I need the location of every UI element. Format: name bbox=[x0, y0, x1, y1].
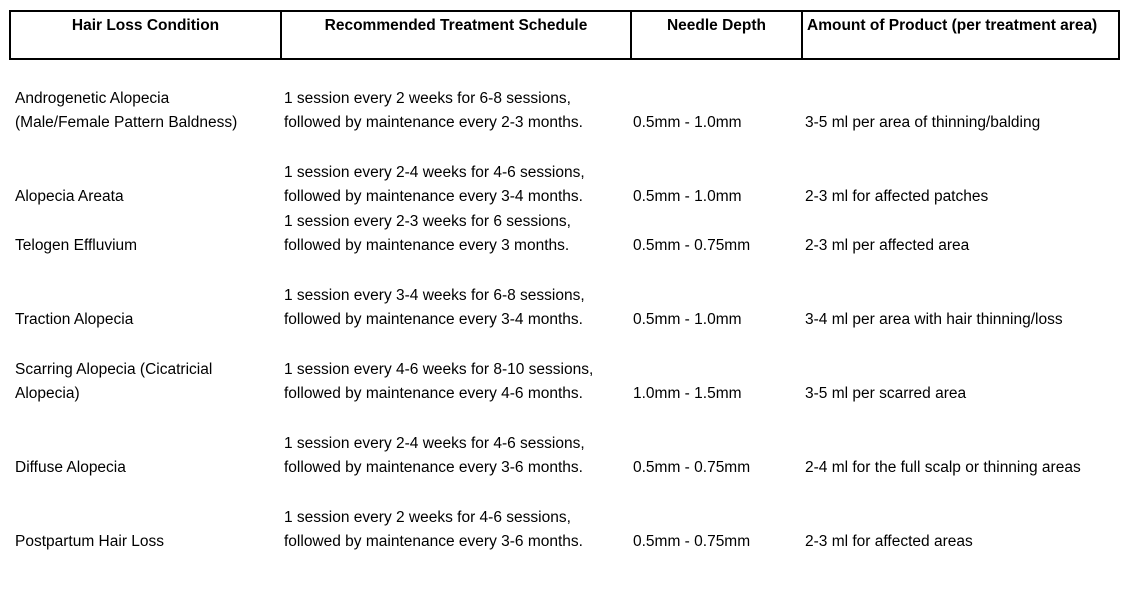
schedule-line-2: followed by maintenance every 3-4 months. bbox=[284, 310, 583, 328]
table-row bbox=[0, 283, 1137, 331]
schedule-line-2: followed by maintenance every 2-3 months. bbox=[284, 113, 583, 131]
condition-line-1: Androgenetic Alopecia bbox=[15, 90, 170, 107]
condition-line-2: Alopecia Areata bbox=[15, 187, 124, 205]
schedule-line-1: 1 session every 3-4 weeks for 6-8 sessions, bbox=[284, 287, 585, 304]
product-amount-cell[interactable]: 2-4 ml for the full scalp or thinning areas bbox=[805, 458, 1081, 476]
table-row bbox=[0, 86, 1137, 134]
header-hair-loss-condition[interactable]: Hair Loss Condition bbox=[71, 17, 220, 34]
schedule-line-2: followed by maintenance every 3-6 months. bbox=[284, 458, 583, 476]
schedule-line-1: 1 session every 2 weeks for 4-6 sessions, bbox=[284, 509, 571, 526]
schedule-cell[interactable] bbox=[284, 160, 626, 208]
header-needle-depth[interactable]: Needle Depth bbox=[630, 12, 801, 58]
schedule-line-1: 1 session every 2-3 weeks for 6 sessions, bbox=[284, 213, 571, 230]
schedule-cell[interactable] bbox=[284, 357, 626, 405]
condition-line-2: Postpartum Hair Loss bbox=[15, 532, 165, 550]
schedule-line-1: 1 session every 4-6 weeks for 8-10 sessions, bbox=[284, 361, 594, 378]
needle-depth-cell[interactable]: 0.5mm - 0.75mm bbox=[633, 236, 751, 254]
needle-depth-cell[interactable]: 0.5mm - 0.75mm bbox=[633, 532, 751, 550]
condition-line-2: Telogen Effluvium bbox=[15, 236, 138, 254]
table-row bbox=[0, 209, 1137, 257]
product-amount-cell[interactable]: 3-5 ml per scarred area bbox=[805, 384, 967, 402]
needle-depth-cell[interactable]: 0.5mm - 1.0mm bbox=[633, 310, 742, 328]
schedule-line-1: 1 session every 2-4 weeks for 4-6 sessions, bbox=[284, 435, 585, 452]
product-amount-cell[interactable]: 3-5 ml per area of thinning/balding bbox=[805, 113, 1041, 131]
schedule-cell[interactable] bbox=[284, 209, 626, 257]
condition-line-1: Scarring Alopecia (Cicatricial bbox=[15, 361, 213, 378]
schedule-line-1: 1 session every 2 weeks for 6-8 sessions, bbox=[284, 90, 571, 107]
condition-line-2: Traction Alopecia bbox=[15, 310, 134, 328]
schedule-cell[interactable] bbox=[284, 86, 626, 134]
needle-depth-cell[interactable]: 0.5mm - 1.0mm bbox=[633, 187, 742, 205]
condition-cell[interactable] bbox=[15, 86, 277, 134]
needle-depth-cell[interactable]: 0.5mm - 0.75mm bbox=[633, 458, 751, 476]
product-amount-cell[interactable]: 2-3 ml for affected areas bbox=[805, 532, 973, 550]
condition-line-2: (Male/Female Pattern Baldness) bbox=[15, 113, 238, 131]
condition-cell[interactable] bbox=[15, 160, 277, 208]
schedule-cell[interactable] bbox=[284, 431, 626, 479]
needle-depth-cell[interactable]: 0.5mm - 1.0mm bbox=[633, 113, 742, 131]
condition-cell[interactable] bbox=[15, 431, 277, 479]
schedule-line-2: followed by maintenance every 4-6 months. bbox=[284, 384, 583, 402]
schedule-cell[interactable] bbox=[284, 505, 626, 553]
schedule-line-2: followed by maintenance every 3-6 months. bbox=[284, 532, 583, 550]
condition-line-2: Diffuse Alopecia bbox=[15, 458, 126, 476]
needle-depth-cell[interactable]: 1.0mm - 1.5mm bbox=[633, 384, 742, 402]
condition-cell[interactable] bbox=[15, 357, 277, 405]
header-amount-of-product[interactable]: Amount of Product (per treatment area) bbox=[801, 12, 1118, 58]
condition-line-2: Alopecia) bbox=[15, 384, 80, 402]
schedule-line-1: 1 session every 2-4 weeks for 4-6 sessions, bbox=[284, 164, 585, 181]
table-row bbox=[0, 357, 1137, 405]
product-amount-cell[interactable]: 2-3 ml per affected area bbox=[805, 236, 970, 254]
condition-cell[interactable] bbox=[15, 209, 277, 257]
product-amount-cell[interactable]: 2-3 ml for affected patches bbox=[805, 187, 989, 205]
table-row bbox=[0, 505, 1137, 553]
schedule-cell[interactable] bbox=[284, 283, 626, 331]
table-row bbox=[0, 431, 1137, 479]
table-row bbox=[0, 160, 1137, 208]
condition-cell[interactable] bbox=[15, 505, 277, 553]
schedule-line-2: followed by maintenance every 3-4 months. bbox=[284, 187, 583, 205]
header-treatment-schedule[interactable]: Recommended Treatment Schedule bbox=[280, 12, 630, 58]
product-amount-cell[interactable]: 3-4 ml per area with hair thinning/loss bbox=[805, 310, 1063, 328]
condition-cell[interactable] bbox=[15, 283, 277, 331]
schedule-line-2: followed by maintenance every 3 months. bbox=[284, 236, 570, 254]
table-header-row bbox=[9, 10, 1120, 60]
